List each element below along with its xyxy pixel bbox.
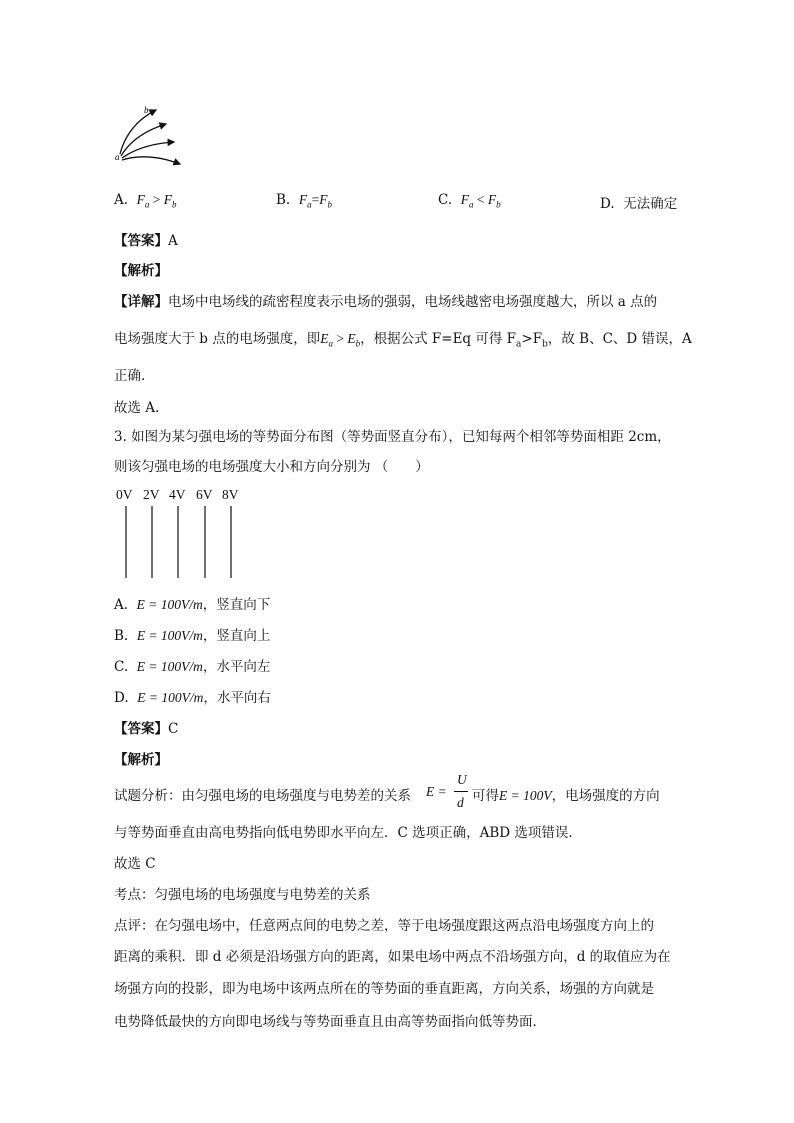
formula-fraction-bar <box>454 791 468 792</box>
potential-label-0: 0V <box>116 487 133 502</box>
q2-analysis-label: 【解析】 <box>114 263 168 279</box>
field-line-2 <box>121 124 166 156</box>
q3-stem-line2: 则该匀强电场的电场强度大小和方向分别为 （ ） <box>114 459 429 475</box>
q3-conclusion: 故选 C <box>114 856 156 872</box>
q2-option-c: C. $F_a < F_b$ <box>438 192 501 210</box>
field-line-1 <box>120 110 156 154</box>
potential-label-3: 6V <box>196 487 213 502</box>
q2-detail-line2: 电场强度大于 b 点的电场强度，即$E_a > E_b$，根据公式 F=Eq 可得 $F_a>F_b$，故 B、C、D 错误，A <box>114 331 692 350</box>
point-label-a: a <box>115 152 120 162</box>
q2-detail-line3: 正确. <box>114 368 146 384</box>
q3-stem-line1: 3. 如图为某匀强电场的等势面分布图（等势面竖直分布），已知每两个相邻等势面相距 2cm， <box>114 429 671 445</box>
potential-label-2: 4V <box>169 487 186 502</box>
answer-label: 【答案】 <box>114 233 168 249</box>
q3-comment-line4: 电势降低最快的方向即电场线与等势面垂直且由高等势面指向低等势面． <box>114 1014 546 1030</box>
q3-analysis-label: 【解析】 <box>114 752 168 768</box>
q2-option-d: D. 无法确定 <box>600 196 678 212</box>
field-line-4 <box>122 157 180 164</box>
q3-option-c: C. E = 100V/m，水平向左 <box>114 659 271 675</box>
q2-answer: 【答案】A <box>114 233 178 249</box>
q2-option-b: B. $F_a=F_b$ <box>276 192 332 210</box>
q2-detail-line1: 【详解】电场中电场线的疏密程度表示电场的强弱，电场线越密电场强度越大，所以 a 点的 <box>114 294 658 310</box>
formula-lhs: E = <box>426 784 447 799</box>
field-lines-figure <box>112 102 192 172</box>
q2-option-a: A. $F_a > F_b$ <box>114 192 177 210</box>
q2-conclusion: 故选 A. <box>114 400 160 416</box>
potential-label-1: 2V <box>143 487 160 502</box>
q3-analysis-line1-rest: 可得E = 100V，电场强度的方向 <box>472 788 660 804</box>
q3-answer: 【答案】C <box>114 721 179 737</box>
q3-option-a: A. E = 100V/m，竖直向下 <box>114 597 271 613</box>
point-label-b: b <box>144 105 149 115</box>
q3-option-d: D. E = 100V/m，水平向右 <box>114 690 271 706</box>
q3-comment-line2: 距离的乘积．即 d 必须是沿场强方向的距离，如果电场中两点不沿场强方向，d 的取值应为在 <box>114 949 671 965</box>
formula-denominator: d <box>457 795 464 810</box>
equipotential-lines-figure <box>120 506 240 582</box>
q3-analysis-line2: 与等势面垂直由高电势指向低电势即水平向左．C 选项正确，ABD 选项错误． <box>114 825 582 841</box>
q3-kaodian: 考点：匀强电场的电场强度与电势差的关系 <box>114 887 371 903</box>
potential-label-4: 8V <box>222 487 239 502</box>
formula-numerator: U <box>457 772 467 787</box>
q3-analysis-line1: 试题分析：由匀强电场的电场强度与电势差的关系 <box>114 788 411 804</box>
q3-comment-line1: 点评：在匀强电场中，任意两点间的电势之差，等于电场强度跟这两点沿电场强度方向上的 <box>114 918 654 934</box>
q3-comment-line3: 场强方向的投影，即为电场中该两点所在的等势面的垂直距离，方向关系，场强的方向就是 <box>114 981 654 997</box>
q3-option-b: B. E = 100V/m，竖直向上 <box>114 628 271 644</box>
